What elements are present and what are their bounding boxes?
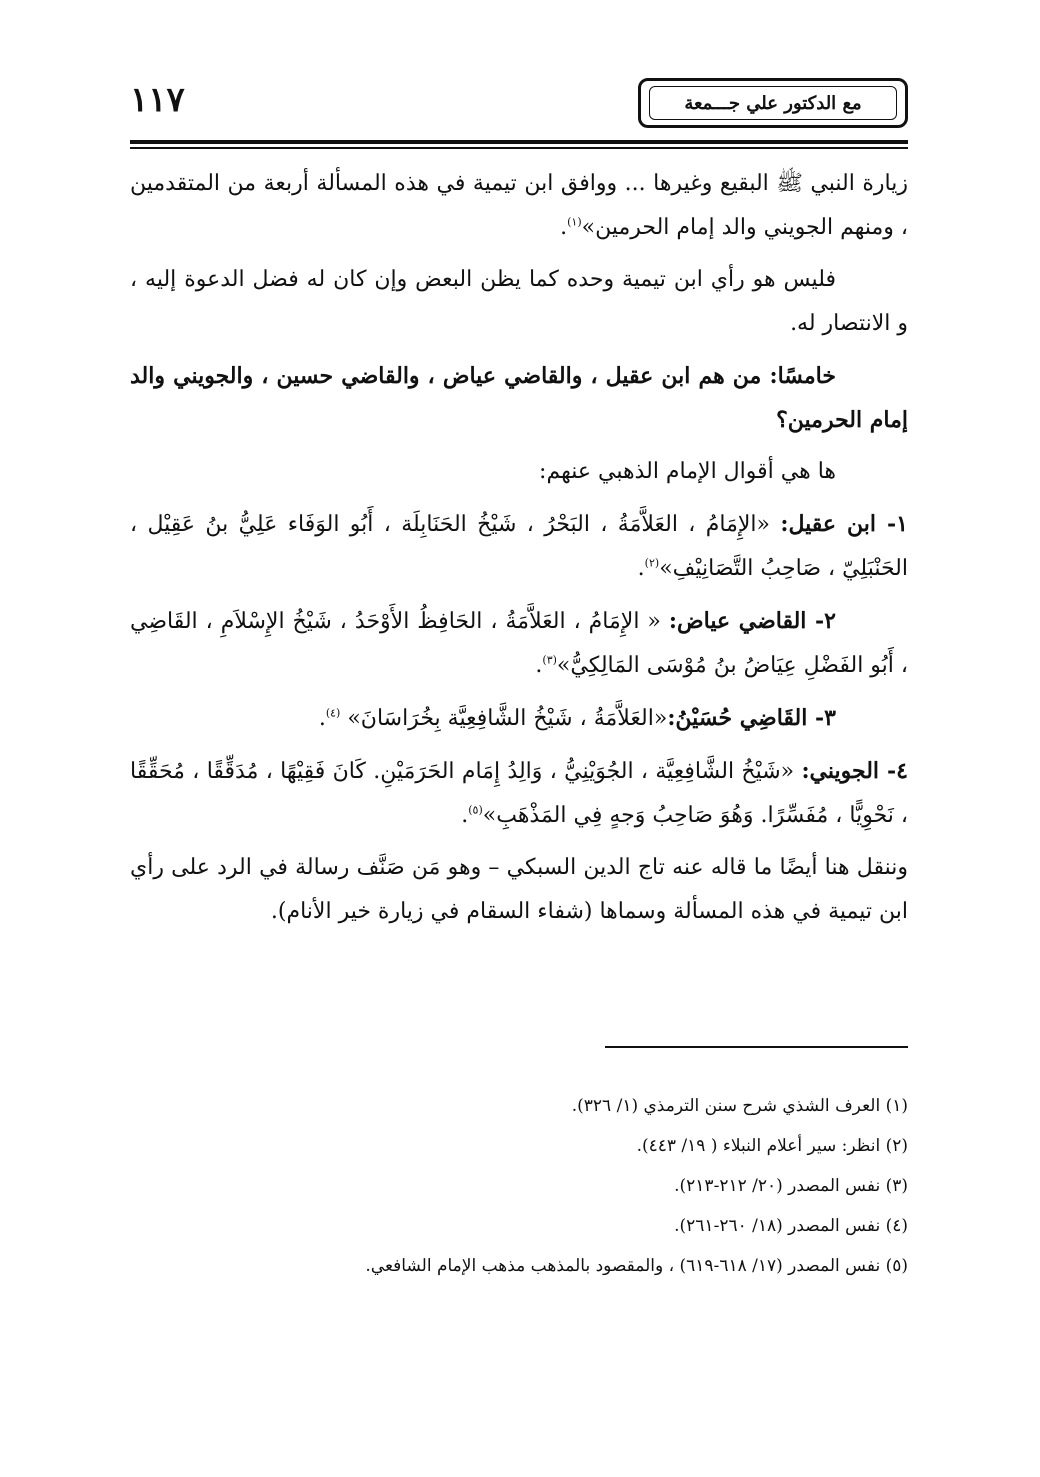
footnote-ref: (٤) xyxy=(325,706,341,720)
entry-qadi-iyad xyxy=(130,599,908,688)
entry-label: ٤- الجويني: xyxy=(801,758,908,784)
running-title: مع الدكتور علي جـــمعة xyxy=(649,86,897,120)
footnote-ref: (٥) xyxy=(468,803,483,817)
running-title-frame xyxy=(638,78,908,128)
paragraph-text: زيارة النبي ﷺ البقيع وغيرها ... ووافق ابن تيمية في هذه المسألة أربعة من المتقدمين ، ومنهم الجويني والد إمام الحرمين» xyxy=(130,171,908,240)
entry-label: ٣- القَاضِي حُسَيْنُ: xyxy=(667,705,836,731)
entry-qadi-husayn xyxy=(130,696,908,741)
footnote-1: (١) العرف الشذي شرح سنن الترمذي (١/ ٣٢٦). xyxy=(571,1096,908,1116)
paragraph-tail: . xyxy=(560,215,568,240)
footnote-ref: (٢) xyxy=(644,556,660,570)
section-heading: خامسًا: من هم ابن عقيل ، والقاضي عياض ، والقاضي حسين ، والجويني والد إمام الحرمين؟ xyxy=(130,363,908,433)
footnote-5: (٥) نفس المصدر (١٧/ ٦١٨-٦١٩) ، والمقصود بالمذهب مذهب الإمام الشافعي. xyxy=(365,1256,908,1276)
page-header xyxy=(130,78,908,138)
entry-text: «شَيْخُ الشَّافِعِيَّة ، الجُوَيْنِيُّ ، وَالِدُ إِمَام الحَرَمَيْنِ. كَانَ فَقِيْهًا ، مُدَقِّقًا ، مُحَقِّقًا ، نَحْوِيًّا ، مُفَسِّرًا. وَهُوَ صَاحِبُ وَجهٍ فِي المَذْهَبِ» xyxy=(130,759,908,828)
footnotes xyxy=(130,1086,908,1286)
entry-tail: . xyxy=(535,653,543,678)
paragraph-1 xyxy=(130,162,908,250)
footnote-2: (٢) انظر: سير أعلام النبلاء ( ١٩/ ٤٤٣). xyxy=(636,1136,908,1156)
footnote-separator xyxy=(605,1046,908,1048)
header-rule-thick xyxy=(130,140,908,144)
entry-ibn-aqil xyxy=(130,502,908,591)
entry-label: ١- ابن عقيل: xyxy=(780,511,908,537)
paragraph-closing: وننقل هنا أيضًا ما قاله عنه تاج الدين السبكي – وهو مَن صَنَّف رسالة في الرد على رأي ابن تيمية في هذه المسألة وسماها (شفاء السقام في زيارة خير الأنام). xyxy=(130,855,908,924)
footnote-ref: (٣) xyxy=(542,653,557,667)
paragraph-2: فليس هو رأي ابن تيمية وحده كما يظن البعض وإن كان له فضل الدعوة إليه ، و الانتصار له. xyxy=(130,267,908,336)
entry-text: «العَلاَّمَةُ ، شَيْخُ الشَّافِعِيَّة بِخُرَاسَانَ» xyxy=(340,706,668,731)
entry-tail: . xyxy=(461,803,469,828)
entry-tail: . xyxy=(318,706,326,731)
entry-text: «الإِمَامُ ، العَلاَّمَةُ ، البَحْرُ ، شَيْخُ الحَنَابِلَة ، أَبُو الوَفَاء عَلِيُّ بنُ عَقِيْل ، الحَنْبَلِيّ ، صَاحِبُ التَّصَانِيْفِ» xyxy=(130,512,908,581)
footnote-3: (٣) نفس المصدر (٢٠/ ٢١٢-٢١٣). xyxy=(674,1176,908,1196)
paragraph-intro: ها هي أقوال الإمام الذهبي عنهم: xyxy=(539,459,836,484)
footnote-ref: (١) xyxy=(567,215,582,229)
footnote-4: (٤) نفس المصدر (١٨/ ٢٦٠-٢٦١). xyxy=(674,1216,908,1236)
entry-text: « الإِمَامُ ، العَلاَّمَةُ ، الحَافِظُ الأَوْحَدُ ، شَيْخُ الإِسْلاَمِ ، القَاضِي ، أَبُو الفَضْلِ عِيَاضُ بنُ مُوْسَى المَالِكِيُّ» xyxy=(130,609,908,678)
page-number: ١١٧ xyxy=(130,80,185,120)
entry-juwayni xyxy=(130,749,908,838)
header-rule-thin xyxy=(130,147,908,149)
entry-tail: . xyxy=(637,556,645,581)
entry-label: ٢- القاضي عياض: xyxy=(668,608,836,634)
main-text xyxy=(130,162,908,942)
